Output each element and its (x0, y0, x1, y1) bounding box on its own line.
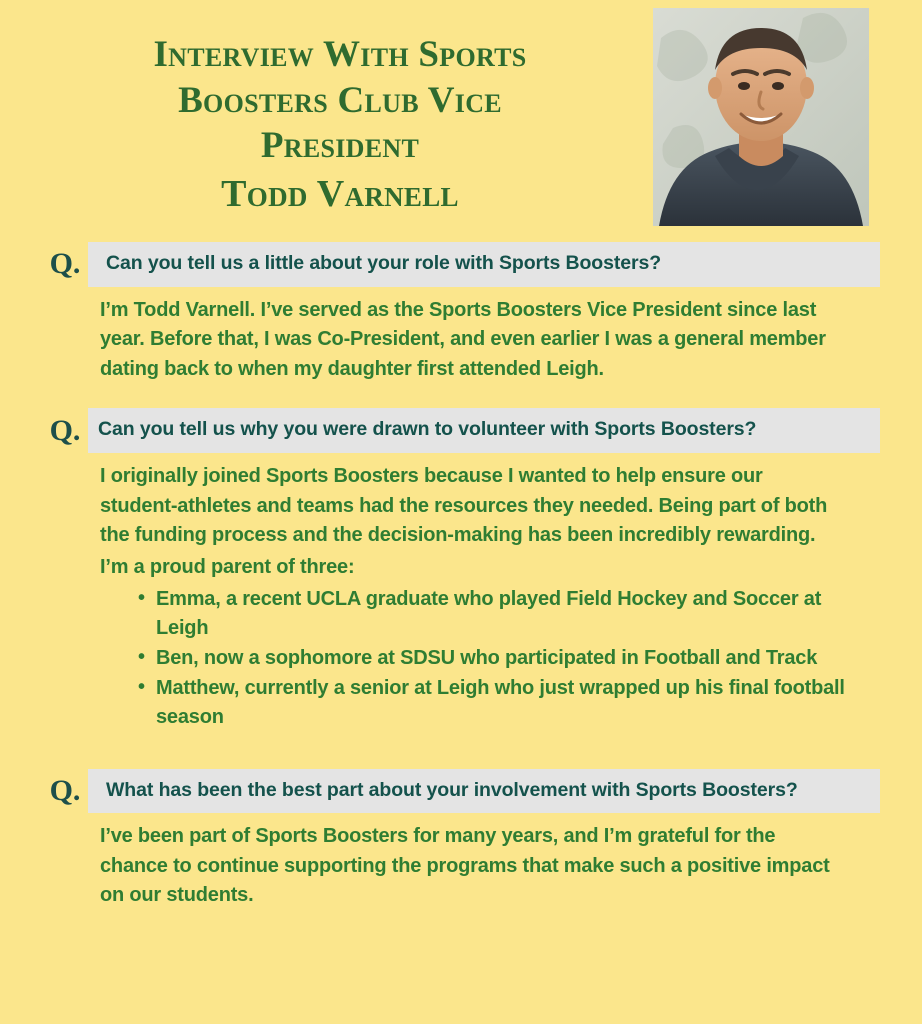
title-line-3: President (260, 125, 420, 166)
list-item: • Emma, a recent UCLA graduate who played Field Hockey and Soccer at Leigh (138, 585, 860, 643)
answer-list (42, 585, 880, 732)
answer-text-secondary: I’m a proud parent of three: (100, 555, 355, 578)
header (0, 0, 922, 232)
spacer (42, 384, 880, 398)
answer-text: I’m Todd Varnell. I’ve served as the Sports Boosters Vice President since last year. Before that, I was Co-President, and even earlier I was a general member dating back to when my daughter first attended Leigh. (100, 298, 826, 380)
question-marker: Q. (49, 247, 81, 281)
list-item: • Matthew, currently a senior at Leigh who just wrapped up his final football season (138, 674, 860, 732)
portrait-photo (653, 8, 869, 226)
question-text: Can you tell us why you were drawn to volunteer with Sports Boosters? (88, 408, 880, 453)
list-item: • Ben, now a sophomore at SDSU who participated in Football and Track (138, 644, 860, 673)
qa-item (42, 408, 880, 453)
qa-section (0, 242, 922, 911)
answer-text: I originally joined Sports Boosters because I wanted to help ensure our student-athletes and teams had the resources they needed. Being part of both the funding process and the decision-making has been incredibly rewarding. (100, 465, 828, 547)
qa-item (42, 242, 880, 287)
title-line-1: Interview With Sports (153, 34, 527, 75)
question-marker: Q. (49, 773, 81, 807)
qa-item (42, 769, 880, 814)
title-line-2: Boosters Club Vice (178, 79, 502, 121)
page-title (40, 32, 640, 217)
title-name: Todd Varnell (221, 172, 459, 215)
spacer (42, 733, 880, 759)
answer-text: I’ve been part of Sports Boosters for many years, and I’m grateful for the chance to continue supporting the programs that make such a positive impact on our students. (100, 825, 830, 907)
question-marker: Q. (49, 413, 81, 447)
question-text: Can you tell us a little about your role with Sports Boosters? (88, 242, 880, 287)
question-text: What has been the best part about your involvement with Sports Boosters? (88, 769, 880, 814)
